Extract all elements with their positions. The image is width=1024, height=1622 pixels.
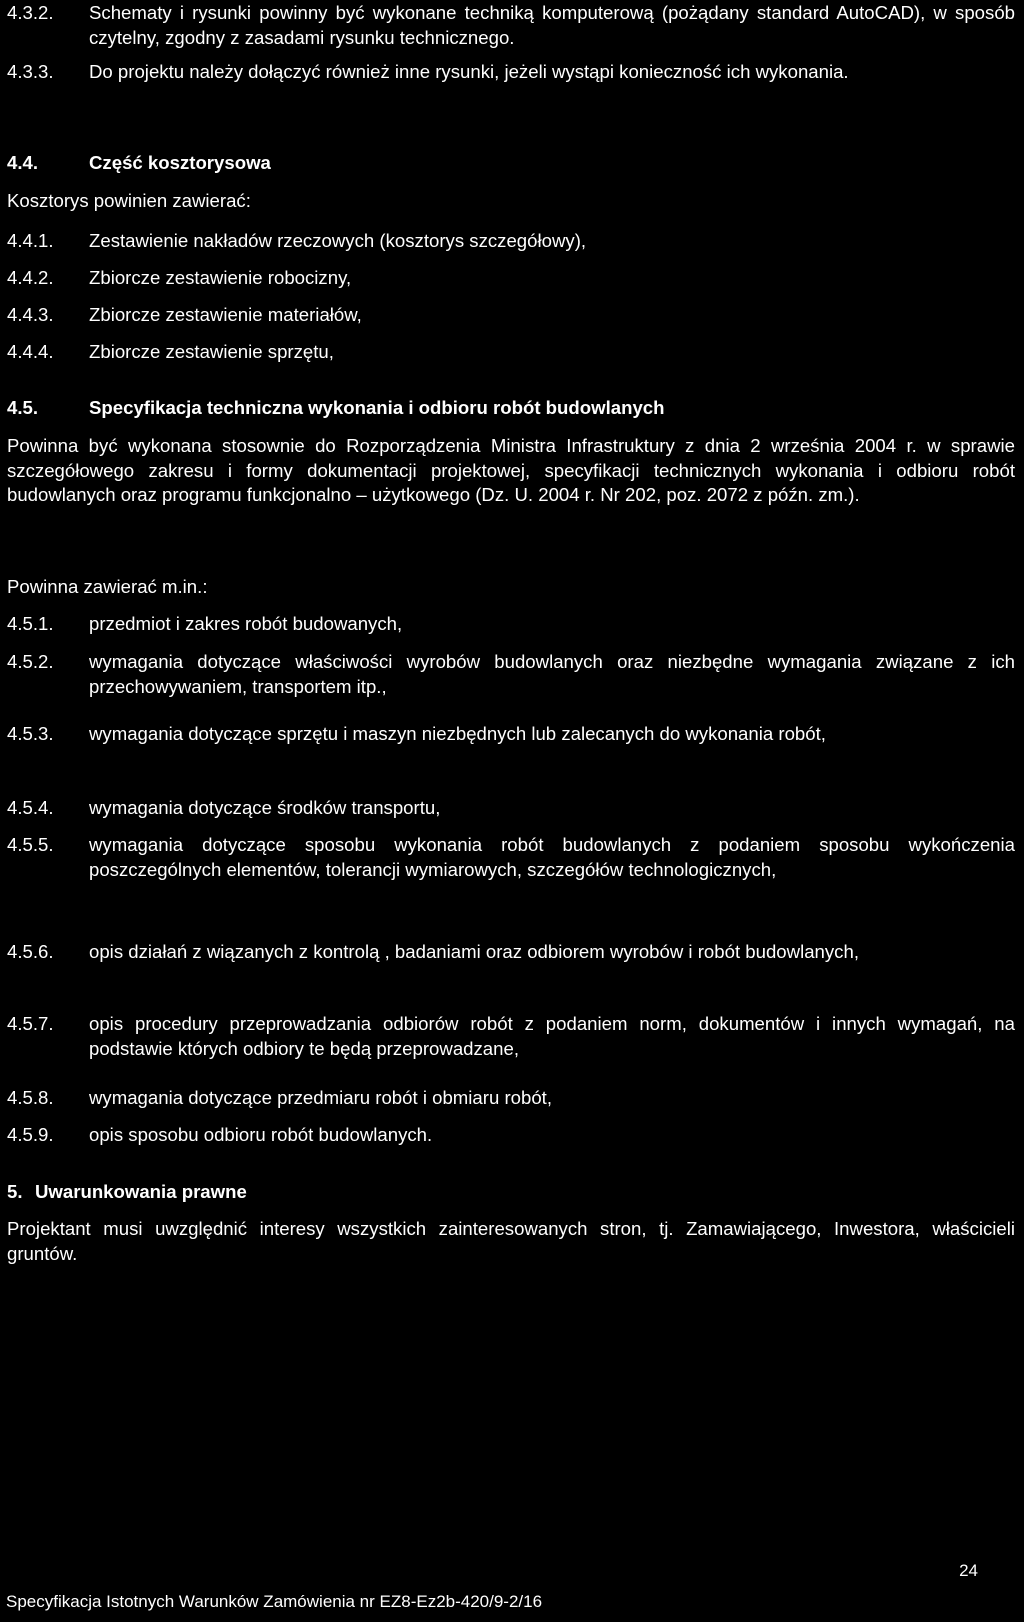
item-number: 4.5.2.: [7, 651, 54, 672]
item-text: Schematy i rysunki powinny być wykonane techniką komputerową (pożądany standard AutoCAD), w sposób czytelny, zgodny z zasadami rysunku technicznego.: [89, 2, 1015, 48]
list-item: [7, 229, 1015, 254]
item-4-3-3: [7, 60, 1015, 85]
list-item: [7, 1123, 1015, 1148]
spec-intro: Powinna zawierać m.in.:: [7, 576, 208, 597]
item-text: wymagania dotyczące właściwości wyrobów budowlanych oraz niezbędne wymagania związane z ich przechowywaniem, transportem itp.,: [89, 651, 1015, 697]
item-number: 4.5.9.: [7, 1124, 54, 1145]
section-heading-4-4: [7, 151, 271, 176]
section-heading-4-5: [7, 396, 664, 421]
item-text: opis procedury przeprowadzania odbiorów robót z podaniem norm, dokumentów i innych wymagań, na podstawie których odbiory te będą przeprowadzane,: [89, 1013, 1015, 1059]
item-number: 4.5.7.: [7, 1013, 54, 1034]
item-number: 4.5.8.: [7, 1087, 54, 1108]
item-text: wymagania dotyczące sprzętu i maszyn niezbędnych lub zalecanych do wykonania robót,: [89, 723, 826, 744]
item-text: Zbiorcze zestawienie robocizny,: [89, 267, 352, 288]
item-number: 4.3.3.: [7, 61, 54, 82]
item-text: Zbiorcze zestawienie materiałów,: [89, 304, 362, 325]
item-4-3-2: [7, 1, 1015, 50]
item-text: Do projektu należy dołączyć również inne rysunki, jeżeli wystąpi konieczność ich wykonania.: [89, 61, 849, 82]
list-item: [7, 940, 1015, 965]
item-number: 4.5.6.: [7, 941, 54, 962]
list-item: [7, 650, 1015, 699]
heading-title: Specyfikacja techniczna wykonania i odbioru robót budowlanych: [89, 397, 665, 418]
footer-text: Specyfikacja Istotnych Warunków Zamówienia nr EZ8-Ez2b-420/9-2/16: [6, 1592, 543, 1611]
item-text: wymagania dotyczące środków transportu,: [89, 797, 441, 818]
item-text: wymagania dotyczące sposobu wykonania robót budowlanych z podaniem sposobu wykończenia poszczególnych elementów, tolerancji wymiarowych, szczegółów technologicznych,: [89, 834, 1015, 880]
item-number: 4.5.3.: [7, 723, 54, 744]
heading-title: Uwarunkowania prawne: [35, 1181, 247, 1202]
item-text: opis działań z wiązanych z kontrolą , badaniami oraz odbiorem wyrobów i robót budowlanych,: [89, 941, 859, 962]
list-item: [7, 722, 1015, 747]
legal-paragraph: Projektant musi uwzględnić interesy wszystkich zainteresowanych stron, tj. Zamawiającego, Inwestora, właścicieli gruntów.: [7, 1218, 1015, 1264]
list-item: [7, 266, 1015, 291]
heading-title: Część kosztorysowa: [89, 152, 271, 173]
item-text: Zestawienie nakładów rzeczowych (kosztorys szczegółowy),: [89, 230, 587, 251]
list-item: [7, 612, 1015, 637]
list-item: [7, 303, 1015, 328]
item-number: 4.4.1.: [7, 230, 54, 251]
list-item: [7, 833, 1015, 882]
item-text: wymagania dotyczące przedmiaru robót i obmiaru robót,: [89, 1087, 553, 1108]
heading-number: 5.: [7, 1181, 23, 1202]
item-text: Zbiorcze zestawienie sprzętu,: [89, 341, 334, 362]
item-text: opis sposobu odbioru robót budowlanych.: [89, 1124, 433, 1145]
heading-number: 4.5.: [7, 397, 39, 418]
item-text: przedmiot i zakres robót budowanych,: [89, 613, 403, 634]
kosztorys-intro: Kosztorys powinien zawierać:: [7, 190, 251, 211]
item-number: 4.4.3.: [7, 304, 54, 325]
section-heading-5: [7, 1180, 247, 1205]
list-item: [7, 796, 1015, 821]
item-number: 4.5.1.: [7, 613, 54, 634]
page-number: 24: [959, 1561, 978, 1580]
spec-paragraph: Powinna być wykonana stosownie do Rozporządzenia Ministra Infrastruktury z dnia 2 września 2004 r. w sprawie szczegółowego zakresu i formy dokumentacji projektowej, specyfikacji technicznych wykonania i odbioru robót budowlanych oraz programu funkcjonalno – użytkowego (Dz. U. 2004 r. Nr 202, poz. 2072 z późn. zm.).: [7, 435, 1015, 506]
item-number: 4.3.2.: [7, 2, 54, 23]
list-item: [7, 1086, 1015, 1111]
item-number: 4.4.2.: [7, 267, 54, 288]
list-item: [7, 1012, 1015, 1061]
item-number: 4.4.4.: [7, 341, 54, 362]
heading-number: 4.4.: [7, 152, 39, 173]
item-number: 4.5.5.: [7, 834, 54, 855]
item-number: 4.5.4.: [7, 797, 54, 818]
list-item: [7, 340, 1015, 365]
